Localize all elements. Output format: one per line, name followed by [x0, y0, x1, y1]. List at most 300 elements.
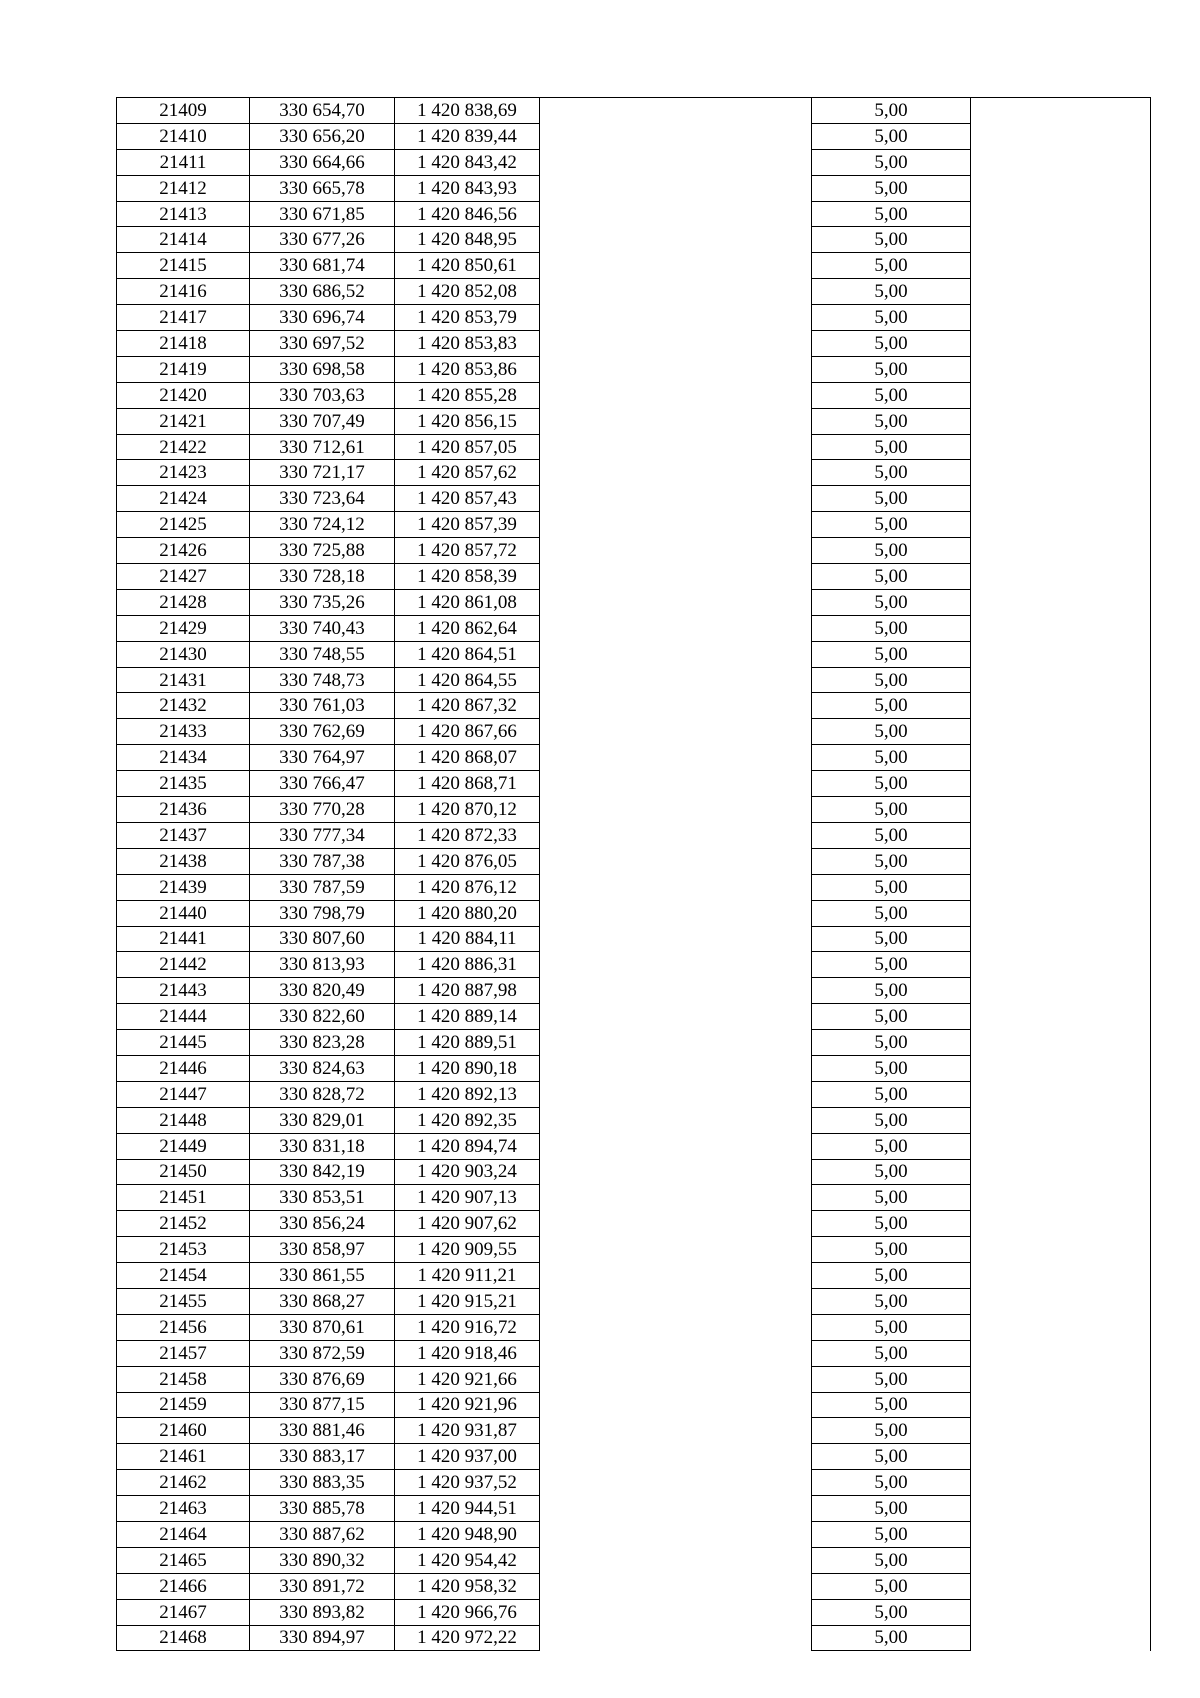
y-coordinate-cell: 1 420 921,66 [395, 1366, 540, 1392]
blank-cell [971, 926, 1151, 952]
y-coordinate-cell: 1 420 852,08 [395, 279, 540, 305]
y-coordinate-cell: 1 420 907,62 [395, 1211, 540, 1237]
table-row [117, 149, 1151, 175]
point-number-cell: 21459 [117, 1392, 250, 1418]
x-coordinate-cell: 330 822,60 [250, 1004, 395, 1030]
blank-cell [540, 822, 812, 848]
value-cell: 5,00 [812, 978, 971, 1004]
blank-cell [540, 512, 812, 538]
table-row [117, 1418, 1151, 1444]
blank-cell [971, 1237, 1151, 1263]
blank-cell [540, 123, 812, 149]
point-number-cell: 21428 [117, 589, 250, 615]
x-coordinate-cell: 330 766,47 [250, 771, 395, 797]
value-cell: 5,00 [812, 1418, 971, 1444]
x-coordinate-cell: 330 877,15 [250, 1392, 395, 1418]
blank-cell [971, 1107, 1151, 1133]
table-row [117, 1288, 1151, 1314]
value-cell: 5,00 [812, 1625, 971, 1651]
point-number-cell: 21462 [117, 1470, 250, 1496]
blank-cell [971, 486, 1151, 512]
blank-cell [540, 1133, 812, 1159]
blank-cell [540, 1521, 812, 1547]
point-number-cell: 21468 [117, 1625, 250, 1651]
blank-cell [971, 98, 1151, 124]
y-coordinate-cell: 1 420 868,71 [395, 771, 540, 797]
y-coordinate-cell: 1 420 889,14 [395, 1004, 540, 1030]
value-cell: 5,00 [812, 1599, 971, 1625]
table-row [117, 1055, 1151, 1081]
blank-cell [971, 149, 1151, 175]
value-cell: 5,00 [812, 1211, 971, 1237]
blank-cell [971, 771, 1151, 797]
x-coordinate-cell: 330 724,12 [250, 512, 395, 538]
point-number-cell: 21465 [117, 1547, 250, 1573]
y-coordinate-cell: 1 420 890,18 [395, 1055, 540, 1081]
blank-cell [971, 1599, 1151, 1625]
blank-cell [971, 667, 1151, 693]
y-coordinate-cell: 1 420 944,51 [395, 1496, 540, 1522]
value-cell: 5,00 [812, 253, 971, 279]
x-coordinate-cell: 330 823,28 [250, 1030, 395, 1056]
blank-cell [540, 253, 812, 279]
value-cell: 5,00 [812, 615, 971, 641]
y-coordinate-cell: 1 420 850,61 [395, 253, 540, 279]
blank-cell [971, 822, 1151, 848]
point-number-cell: 21461 [117, 1444, 250, 1470]
y-coordinate-cell: 1 420 856,15 [395, 408, 540, 434]
table-row [117, 615, 1151, 641]
table-row [117, 382, 1151, 408]
y-coordinate-cell: 1 420 838,69 [395, 98, 540, 124]
table-row [117, 1133, 1151, 1159]
point-number-cell: 21409 [117, 98, 250, 124]
value-cell: 5,00 [812, 667, 971, 693]
blank-cell [540, 848, 812, 874]
table-row [117, 486, 1151, 512]
x-coordinate-cell: 330 787,59 [250, 874, 395, 900]
point-number-cell: 21440 [117, 900, 250, 926]
x-coordinate-cell: 330 707,49 [250, 408, 395, 434]
y-coordinate-cell: 1 420 843,93 [395, 175, 540, 201]
blank-cell [971, 538, 1151, 564]
blank-cell [540, 98, 812, 124]
x-coordinate-cell: 330 712,61 [250, 434, 395, 460]
blank-cell [971, 900, 1151, 926]
blank-cell [971, 408, 1151, 434]
point-number-cell: 21426 [117, 538, 250, 564]
x-coordinate-cell: 330 654,70 [250, 98, 395, 124]
blank-cell [971, 305, 1151, 331]
x-coordinate-cell: 330 842,19 [250, 1159, 395, 1185]
x-coordinate-cell: 330 703,63 [250, 382, 395, 408]
y-coordinate-cell: 1 420 867,66 [395, 719, 540, 745]
blank-cell [540, 1573, 812, 1599]
point-number-cell: 21451 [117, 1185, 250, 1211]
x-coordinate-cell: 330 656,20 [250, 123, 395, 149]
table-row [117, 201, 1151, 227]
blank-cell [971, 512, 1151, 538]
blank-cell [971, 1211, 1151, 1237]
x-coordinate-cell: 330 813,93 [250, 952, 395, 978]
table-row [117, 331, 1151, 357]
y-coordinate-cell: 1 420 846,56 [395, 201, 540, 227]
blank-cell [971, 1055, 1151, 1081]
blank-cell [971, 978, 1151, 1004]
point-number-cell: 21434 [117, 745, 250, 771]
table-row [117, 123, 1151, 149]
x-coordinate-cell: 330 761,03 [250, 693, 395, 719]
table-row [117, 900, 1151, 926]
table-row [117, 1470, 1151, 1496]
blank-cell [971, 1081, 1151, 1107]
blank-cell [971, 1392, 1151, 1418]
point-number-cell: 21436 [117, 797, 250, 823]
blank-cell [540, 797, 812, 823]
point-number-cell: 21457 [117, 1340, 250, 1366]
table-row [117, 279, 1151, 305]
y-coordinate-cell: 1 420 861,08 [395, 589, 540, 615]
x-coordinate-cell: 330 671,85 [250, 201, 395, 227]
blank-cell [540, 486, 812, 512]
blank-cell [971, 564, 1151, 590]
value-cell: 5,00 [812, 434, 971, 460]
y-coordinate-cell: 1 420 972,22 [395, 1625, 540, 1651]
y-coordinate-cell: 1 420 892,35 [395, 1107, 540, 1133]
blank-cell [971, 1418, 1151, 1444]
blank-cell [540, 1366, 812, 1392]
x-coordinate-cell: 330 893,82 [250, 1599, 395, 1625]
y-coordinate-cell: 1 420 911,21 [395, 1263, 540, 1289]
blank-cell [971, 693, 1151, 719]
point-number-cell: 21417 [117, 305, 250, 331]
value-cell: 5,00 [812, 1314, 971, 1340]
value-cell: 5,00 [812, 1263, 971, 1289]
value-cell: 5,00 [812, 123, 971, 149]
table-row [117, 1004, 1151, 1030]
blank-cell [540, 874, 812, 900]
x-coordinate-cell: 330 881,46 [250, 1418, 395, 1444]
table-row [117, 1081, 1151, 1107]
blank-cell [971, 745, 1151, 771]
value-cell: 5,00 [812, 1030, 971, 1056]
blank-cell [540, 1599, 812, 1625]
point-number-cell: 21443 [117, 978, 250, 1004]
y-coordinate-cell: 1 420 857,43 [395, 486, 540, 512]
table-row [117, 175, 1151, 201]
x-coordinate-cell: 330 777,34 [250, 822, 395, 848]
value-cell: 5,00 [812, 227, 971, 253]
table-row [117, 1573, 1151, 1599]
y-coordinate-cell: 1 420 931,87 [395, 1418, 540, 1444]
y-coordinate-cell: 1 420 864,55 [395, 667, 540, 693]
table-row [117, 1599, 1151, 1625]
value-cell: 5,00 [812, 331, 971, 357]
blank-cell [540, 1185, 812, 1211]
x-coordinate-cell: 330 740,43 [250, 615, 395, 641]
point-number-cell: 21455 [117, 1288, 250, 1314]
point-number-cell: 21433 [117, 719, 250, 745]
point-number-cell: 21423 [117, 460, 250, 486]
point-number-cell: 21421 [117, 408, 250, 434]
point-number-cell: 21424 [117, 486, 250, 512]
table-row [117, 1237, 1151, 1263]
y-coordinate-cell: 1 420 937,00 [395, 1444, 540, 1470]
table-row [117, 1185, 1151, 1211]
value-cell: 5,00 [812, 926, 971, 952]
value-cell: 5,00 [812, 175, 971, 201]
y-coordinate-cell: 1 420 864,51 [395, 641, 540, 667]
y-coordinate-cell: 1 420 872,33 [395, 822, 540, 848]
table-row [117, 305, 1151, 331]
y-coordinate-cell: 1 420 886,31 [395, 952, 540, 978]
blank-cell [540, 719, 812, 745]
y-coordinate-cell: 1 420 916,72 [395, 1314, 540, 1340]
point-number-cell: 21411 [117, 149, 250, 175]
blank-cell [540, 771, 812, 797]
blank-cell [971, 227, 1151, 253]
blank-cell [971, 589, 1151, 615]
blank-cell [971, 434, 1151, 460]
blank-cell [540, 408, 812, 434]
point-number-cell: 21467 [117, 1599, 250, 1625]
value-cell: 5,00 [812, 1237, 971, 1263]
table-row [117, 1521, 1151, 1547]
y-coordinate-cell: 1 420 903,24 [395, 1159, 540, 1185]
y-coordinate-cell: 1 420 915,21 [395, 1288, 540, 1314]
point-number-cell: 21448 [117, 1107, 250, 1133]
table-row [117, 848, 1151, 874]
x-coordinate-cell: 330 677,26 [250, 227, 395, 253]
y-coordinate-cell: 1 420 937,52 [395, 1470, 540, 1496]
x-coordinate-cell: 330 883,17 [250, 1444, 395, 1470]
blank-cell [971, 123, 1151, 149]
value-cell: 5,00 [812, 822, 971, 848]
value-cell: 5,00 [812, 952, 971, 978]
blank-cell [971, 1366, 1151, 1392]
point-number-cell: 21441 [117, 926, 250, 952]
value-cell: 5,00 [812, 512, 971, 538]
point-number-cell: 21422 [117, 434, 250, 460]
blank-cell [540, 1263, 812, 1289]
x-coordinate-cell: 330 868,27 [250, 1288, 395, 1314]
point-number-cell: 21454 [117, 1263, 250, 1289]
y-coordinate-cell: 1 420 855,28 [395, 382, 540, 408]
value-cell: 5,00 [812, 98, 971, 124]
point-number-cell: 21450 [117, 1159, 250, 1185]
y-coordinate-cell: 1 420 889,51 [395, 1030, 540, 1056]
blank-cell [540, 1392, 812, 1418]
y-coordinate-cell: 1 420 907,13 [395, 1185, 540, 1211]
table-row [117, 98, 1151, 124]
point-number-cell: 21446 [117, 1055, 250, 1081]
point-number-cell: 21410 [117, 123, 250, 149]
y-coordinate-cell: 1 420 909,55 [395, 1237, 540, 1263]
x-coordinate-cell: 330 890,32 [250, 1547, 395, 1573]
blank-cell [540, 201, 812, 227]
x-coordinate-cell: 330 885,78 [250, 1496, 395, 1522]
blank-cell [540, 978, 812, 1004]
value-cell: 5,00 [812, 149, 971, 175]
y-coordinate-cell: 1 420 870,12 [395, 797, 540, 823]
blank-cell [540, 1004, 812, 1030]
point-number-cell: 21444 [117, 1004, 250, 1030]
table-row [117, 1366, 1151, 1392]
x-coordinate-cell: 330 748,55 [250, 641, 395, 667]
x-coordinate-cell: 330 764,97 [250, 745, 395, 771]
blank-cell [971, 331, 1151, 357]
table-row [117, 1340, 1151, 1366]
x-coordinate-cell: 330 735,26 [250, 589, 395, 615]
blank-cell [540, 1159, 812, 1185]
table-row [117, 460, 1151, 486]
blank-cell [971, 719, 1151, 745]
blank-cell [540, 1418, 812, 1444]
point-number-cell: 21456 [117, 1314, 250, 1340]
x-coordinate-cell: 330 807,60 [250, 926, 395, 952]
point-number-cell: 21432 [117, 693, 250, 719]
point-number-cell: 21435 [117, 771, 250, 797]
blank-cell [540, 356, 812, 382]
x-coordinate-cell: 330 725,88 [250, 538, 395, 564]
coordinates-table-body [117, 98, 1151, 1651]
x-coordinate-cell: 330 829,01 [250, 1107, 395, 1133]
x-coordinate-cell: 330 887,62 [250, 1521, 395, 1547]
blank-cell [540, 745, 812, 771]
blank-cell [540, 564, 812, 590]
y-coordinate-cell: 1 420 848,95 [395, 227, 540, 253]
value-cell: 5,00 [812, 797, 971, 823]
x-coordinate-cell: 330 831,18 [250, 1133, 395, 1159]
value-cell: 5,00 [812, 1521, 971, 1547]
point-number-cell: 21442 [117, 952, 250, 978]
point-number-cell: 21415 [117, 253, 250, 279]
y-coordinate-cell: 1 420 876,05 [395, 848, 540, 874]
table-row [117, 1314, 1151, 1340]
blank-cell [971, 1470, 1151, 1496]
value-cell: 5,00 [812, 1133, 971, 1159]
x-coordinate-cell: 330 723,64 [250, 486, 395, 512]
y-coordinate-cell: 1 420 839,44 [395, 123, 540, 149]
value-cell: 5,00 [812, 356, 971, 382]
blank-cell [971, 382, 1151, 408]
table-row [117, 745, 1151, 771]
value-cell: 5,00 [812, 538, 971, 564]
blank-cell [540, 1444, 812, 1470]
value-cell: 5,00 [812, 460, 971, 486]
y-coordinate-cell: 1 420 921,96 [395, 1392, 540, 1418]
point-number-cell: 21425 [117, 512, 250, 538]
y-coordinate-cell: 1 420 876,12 [395, 874, 540, 900]
y-coordinate-cell: 1 420 958,32 [395, 1573, 540, 1599]
table-row [117, 434, 1151, 460]
x-coordinate-cell: 330 870,61 [250, 1314, 395, 1340]
blank-cell [540, 667, 812, 693]
value-cell: 5,00 [812, 1496, 971, 1522]
blank-cell [540, 382, 812, 408]
x-coordinate-cell: 330 698,58 [250, 356, 395, 382]
value-cell: 5,00 [812, 1470, 971, 1496]
blank-cell [540, 1055, 812, 1081]
table-row [117, 1444, 1151, 1470]
y-coordinate-cell: 1 420 853,86 [395, 356, 540, 382]
blank-cell [971, 1030, 1151, 1056]
value-cell: 5,00 [812, 771, 971, 797]
point-number-cell: 21427 [117, 564, 250, 590]
blank-cell [971, 952, 1151, 978]
blank-cell [971, 1263, 1151, 1289]
blank-cell [971, 1573, 1151, 1599]
x-coordinate-cell: 330 856,24 [250, 1211, 395, 1237]
value-cell: 5,00 [812, 641, 971, 667]
x-coordinate-cell: 330 883,35 [250, 1470, 395, 1496]
blank-cell [971, 1444, 1151, 1470]
value-cell: 5,00 [812, 486, 971, 512]
table-row [117, 1263, 1151, 1289]
point-number-cell: 21458 [117, 1366, 250, 1392]
point-number-cell: 21464 [117, 1521, 250, 1547]
table-row [117, 771, 1151, 797]
blank-cell [540, 1470, 812, 1496]
blank-cell [540, 1547, 812, 1573]
y-coordinate-cell: 1 420 918,46 [395, 1340, 540, 1366]
blank-cell [971, 874, 1151, 900]
point-number-cell: 21412 [117, 175, 250, 201]
y-coordinate-cell: 1 420 892,13 [395, 1081, 540, 1107]
blank-cell [540, 926, 812, 952]
y-coordinate-cell: 1 420 853,79 [395, 305, 540, 331]
point-number-cell: 21445 [117, 1030, 250, 1056]
point-number-cell: 21466 [117, 1573, 250, 1599]
blank-cell [971, 356, 1151, 382]
table-row [117, 1211, 1151, 1237]
blank-cell [971, 1288, 1151, 1314]
point-number-cell: 21430 [117, 641, 250, 667]
blank-cell [540, 460, 812, 486]
x-coordinate-cell: 330 876,69 [250, 1366, 395, 1392]
point-number-cell: 21420 [117, 382, 250, 408]
blank-cell [540, 615, 812, 641]
y-coordinate-cell: 1 420 843,42 [395, 149, 540, 175]
y-coordinate-cell: 1 420 857,62 [395, 460, 540, 486]
blank-cell [971, 201, 1151, 227]
value-cell: 5,00 [812, 1159, 971, 1185]
value-cell: 5,00 [812, 848, 971, 874]
x-coordinate-cell: 330 828,72 [250, 1081, 395, 1107]
blank-cell [540, 279, 812, 305]
value-cell: 5,00 [812, 201, 971, 227]
value-cell: 5,00 [812, 1055, 971, 1081]
blank-cell [540, 1314, 812, 1340]
blank-cell [971, 641, 1151, 667]
blank-cell [540, 1107, 812, 1133]
point-number-cell: 21439 [117, 874, 250, 900]
blank-cell [540, 589, 812, 615]
table-row [117, 797, 1151, 823]
blank-cell [971, 1185, 1151, 1211]
value-cell: 5,00 [812, 719, 971, 745]
blank-cell [971, 848, 1151, 874]
point-number-cell: 21452 [117, 1211, 250, 1237]
x-coordinate-cell: 330 681,74 [250, 253, 395, 279]
value-cell: 5,00 [812, 874, 971, 900]
x-coordinate-cell: 330 798,79 [250, 900, 395, 926]
y-coordinate-cell: 1 420 884,11 [395, 926, 540, 952]
blank-cell [971, 460, 1151, 486]
x-coordinate-cell: 330 686,52 [250, 279, 395, 305]
blank-cell [540, 331, 812, 357]
point-number-cell: 21453 [117, 1237, 250, 1263]
